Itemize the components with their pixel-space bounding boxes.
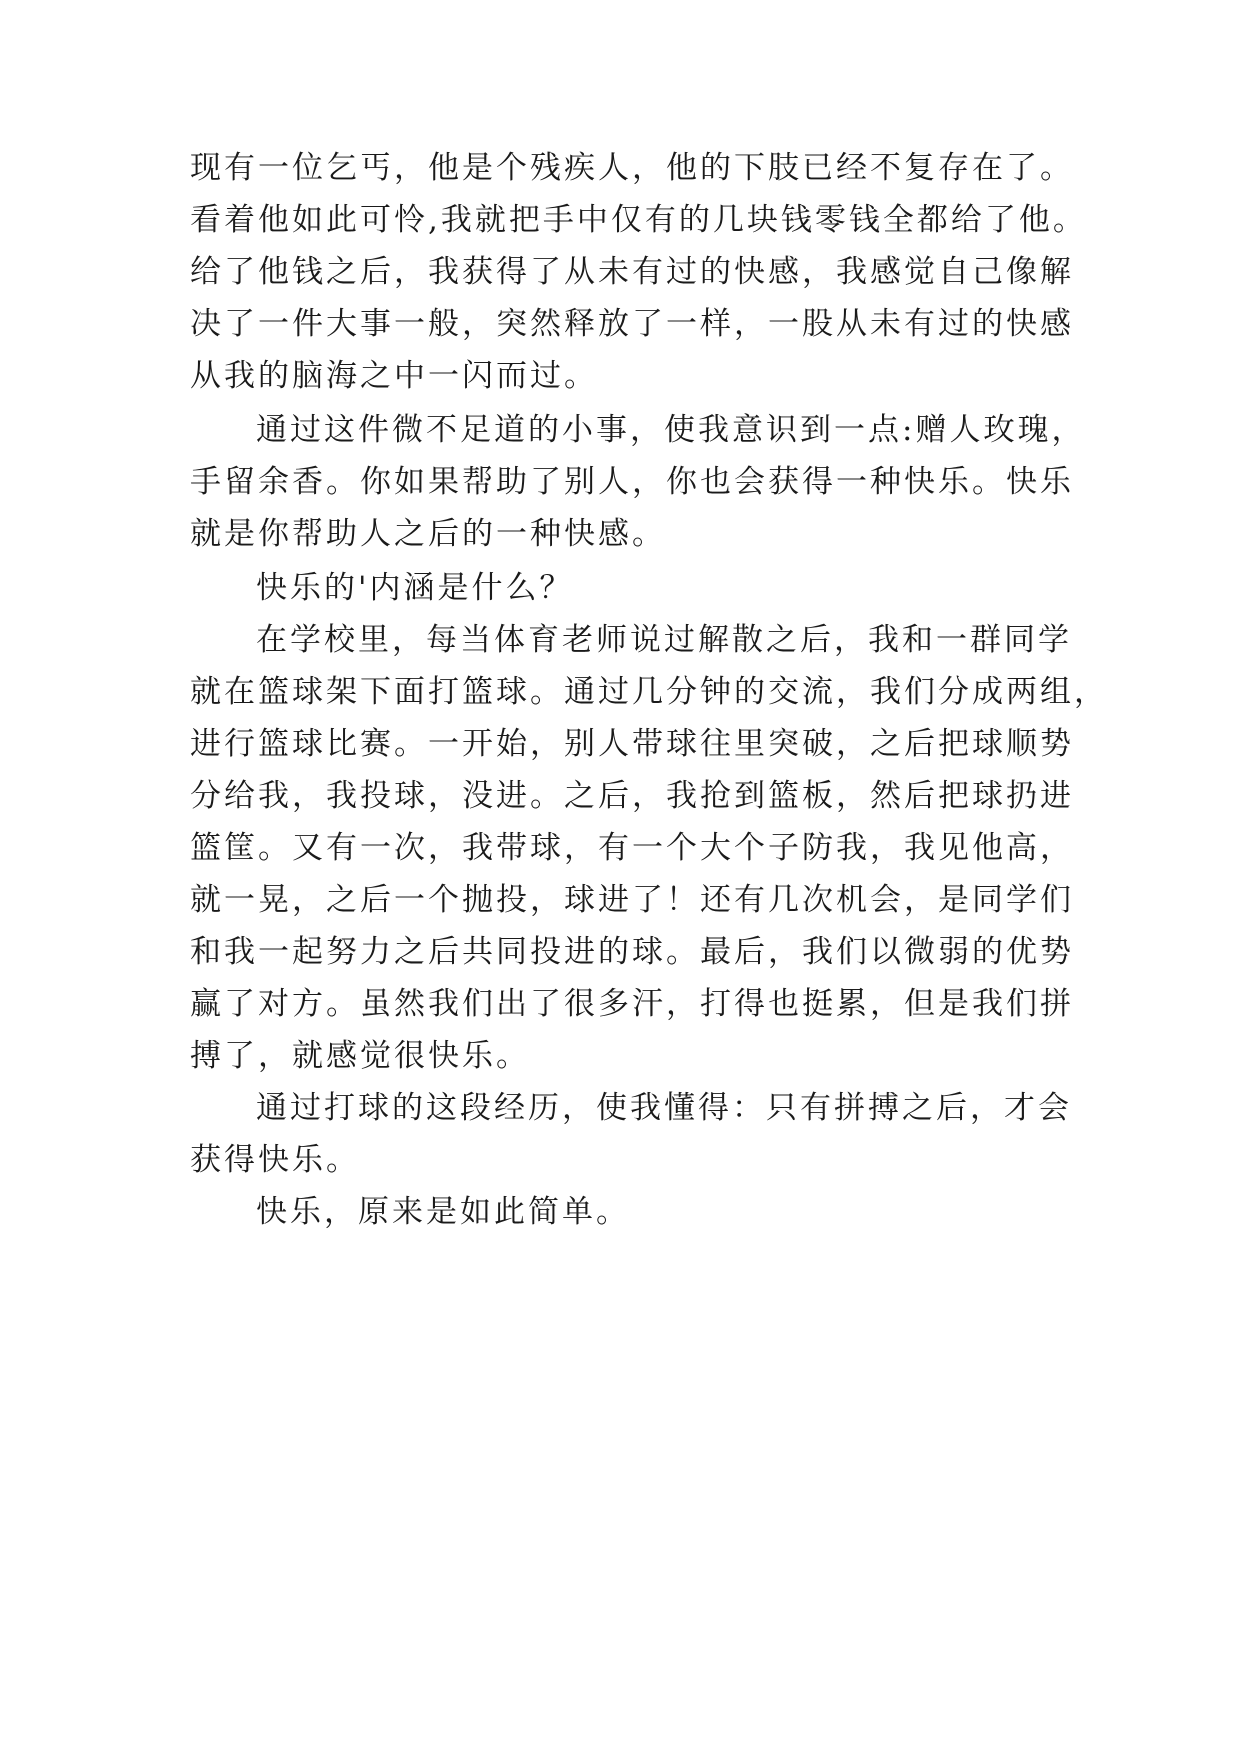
text-line: 进行篮球比赛。一开始，别人带球往里突破，之后把球顺势 bbox=[190, 726, 1074, 762]
paragraph-first-line: 通过这件微不足道的小事，使我意识到一点:赠人玫瑰， bbox=[256, 412, 1086, 448]
text-line: 赢了对方。虽然我们出了很多汗，打得也挺累，但是我们拼 bbox=[190, 986, 1074, 1022]
text-line: 分给我，我投球，没进。之后，我抢到篮板，然后把球扔进 bbox=[190, 778, 1074, 814]
text-line: 和我一起努力之后共同投进的球。最后，我们以微弱的优势 bbox=[190, 934, 1074, 970]
text-line: 就是你帮助人之后的一种快感。 bbox=[190, 516, 666, 552]
text-line: 从我的脑海之中一闪而过。 bbox=[190, 358, 598, 394]
text-line: 就在篮球架下面打篮球。通过几分钟的交流，我们分成两组， bbox=[190, 674, 1108, 710]
text-line: 决了一件大事一般，突然释放了一样，一股从未有过的快感 bbox=[190, 306, 1074, 342]
text-line: 搏了，就感觉很快乐。 bbox=[190, 1038, 530, 1074]
section-question: 快乐的'内涵是什么？ bbox=[256, 570, 574, 606]
text-line: 手留余香。你如果帮助了别人，你也会获得一种快乐。快乐 bbox=[190, 464, 1074, 500]
text-line: 看着他如此可怜,我就把手中仅有的几块钱零钱全都给了他。 bbox=[190, 202, 1087, 238]
text-line: 给了他钱之后，我获得了从未有过的快感，我感觉自己像解 bbox=[190, 254, 1074, 290]
text-line: 就一晃，之后一个抛投，球进了！还有几次机会，是同学们 bbox=[190, 882, 1074, 918]
text-line: 获得快乐。 bbox=[190, 1142, 360, 1178]
closing-line: 快乐，原来是如此简单。 bbox=[256, 1194, 630, 1230]
paragraph-first-line: 在学校里，每当体育老师说过解散之后，我和一群同学 bbox=[256, 622, 1072, 658]
paragraph-first-line: 通过打球的这段经历，使我懂得：只有拼搏之后，才会 bbox=[256, 1090, 1072, 1126]
text-line: 篮筐。又有一次，我带球，有一个大个子防我，我见他高， bbox=[190, 830, 1074, 866]
text-line: 现有一位乞丐，他是个残疾人，他的下肢已经不复存在了。 bbox=[190, 150, 1074, 186]
